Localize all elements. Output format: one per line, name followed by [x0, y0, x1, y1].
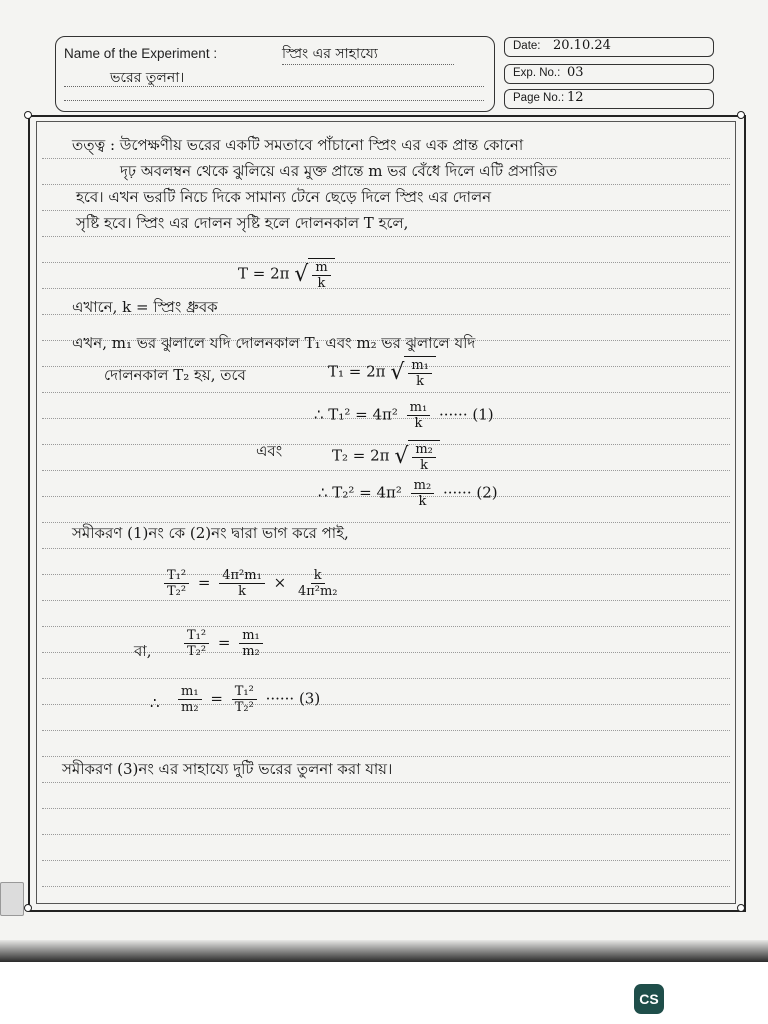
frac-numerator: m₁: [408, 358, 432, 374]
name-dotted-line-3: [64, 100, 484, 101]
frac-numerator: m₁: [178, 684, 202, 700]
name-dotted-line-1: [282, 64, 454, 65]
equation-t1-lhs: T₁ = 2π: [328, 362, 386, 381]
equation-1-lhs: ∴ T₁² = 4π²: [314, 405, 398, 424]
equation-tag: ······ (3): [265, 689, 321, 708]
binder-clip-icon: [0, 882, 24, 916]
ratio-equation-2: [180, 628, 267, 659]
frame-corner-tr: [737, 111, 745, 119]
equation-t1: [328, 356, 436, 389]
ba-word: বা,: [134, 642, 152, 660]
frac-denominator: m₂: [181, 700, 199, 715]
theory-line-4: সৃষ্টি হবে। স্প্রিং এর দোলন সৃষ্টি হলে দোলনকাল T হলে,: [76, 214, 409, 232]
equation-1: [314, 400, 494, 431]
equation-3: [174, 684, 320, 715]
ruled-line: [42, 678, 730, 679]
equation-period: [238, 258, 335, 291]
page-no-value: 12: [567, 90, 584, 105]
page-edge-shadow: [0, 940, 768, 962]
periods-line: দোলনকাল T₂ হয়, তবে: [104, 366, 246, 384]
ruled-line: [42, 704, 730, 705]
page-inner-frame: [36, 121, 736, 904]
ruled-line: [42, 730, 730, 731]
date-label: Date:: [513, 40, 541, 52]
masses-line: এখন, m₁ ভর ঝুলালে যদি দোলনকাল T₁ এবং m₂ ভর ঝুলালে যদি: [72, 334, 476, 352]
ruled-line: [42, 548, 730, 549]
frac-denominator: k: [414, 416, 423, 431]
frac-denominator: k: [416, 374, 425, 389]
exp-no-label: Exp. No.:: [513, 67, 561, 79]
sqrt-symbol: √ $\frac{m}{k}$: [294, 258, 334, 291]
experiment-name-label: Name of the Experiment :: [64, 46, 218, 61]
equation-2-lhs: ∴ T₂² = 4π²: [318, 483, 402, 502]
frac-numerator: m₂: [412, 442, 436, 458]
camscanner-logo: CS: [634, 984, 664, 1014]
ruled-line: [42, 808, 730, 809]
frame-corner-bl: [24, 904, 32, 912]
ruled-line: [42, 574, 730, 575]
where-k-line: এখানে, k = স্প্রিং ধ্রুবক: [72, 298, 218, 316]
frac-numerator: T₁²: [232, 684, 257, 700]
frac-numerator: m₁: [407, 400, 431, 416]
theory-line-1: তত্ত্ব : উপেক্ষণীয় ভরের একটি সমতাবে পাঁচানো স্প্রিং এর এক প্রান্ত কোনো: [72, 136, 524, 154]
frac-numerator: 4π²m₁: [219, 568, 265, 584]
frame-corner-tl: [24, 111, 32, 119]
equation-t2-lhs: T₂ = 2π: [332, 446, 390, 465]
equals-sign: =: [210, 689, 223, 708]
frac-denominator: T₂²: [187, 644, 207, 659]
times-sign: ×: [273, 573, 287, 592]
exp-no-value: 03: [567, 65, 584, 80]
frac-denominator: T₂²: [234, 700, 254, 715]
frac-denominator: 4π²m₂: [297, 584, 338, 599]
conclusion-line: সমীকরণ (3)নং এর সাহায্যে দুটি ভরের তুলনা করা যায়।: [62, 760, 393, 778]
frac-numerator: m₁: [239, 628, 263, 644]
ruled-line: [42, 392, 730, 393]
page-no-label: Page No.:: [513, 92, 565, 104]
frac-numerator: m: [312, 260, 330, 276]
date-value: 20.10.24: [553, 38, 611, 53]
sqrt-symbol: √ $\frac{\text{m₁}}{k}$: [390, 356, 436, 389]
ruled-line: [42, 262, 730, 263]
ruled-line: [42, 626, 730, 627]
equation-2: [318, 478, 498, 509]
ruled-line: [42, 756, 730, 757]
frac-numerator: T₁²: [164, 568, 189, 584]
ratio-equation: [160, 568, 345, 599]
frac-numerator: T₁²: [184, 628, 209, 644]
equals-sign: =: [197, 573, 211, 592]
equation-tag: ······ (2): [442, 483, 498, 502]
exp-no-box: [504, 64, 714, 84]
frac-numerator: m₂: [411, 478, 435, 494]
frac-denominator: m₂: [242, 644, 260, 659]
and-word: এবং: [256, 442, 283, 460]
ruled-line: [42, 834, 730, 835]
sqrt-symbol: √ $\frac{\text{m₂}}{k}$: [394, 440, 440, 473]
equation-period-lhs: T = 2π: [238, 264, 290, 283]
theory-line-2: দৃঢ় অবলম্বন থেকে ঝুলিয়ে এর মুক্ত প্রান্তে m ভর বেঁধে দিলে এটি প্রসারিত: [120, 162, 558, 180]
equation-tag: ······ (1): [438, 405, 494, 424]
frac-denominator: k: [420, 458, 429, 473]
divide-line: সমীকরণ (1)নং কে (2)নং দ্বারা ভাগ করে পাই,: [72, 524, 349, 542]
equals-sign: =: [217, 633, 231, 652]
frac-denominator: k: [238, 584, 246, 599]
ruled-line: [42, 860, 730, 861]
frac-denominator: T₂²: [167, 584, 187, 599]
theory-line-3: হবে। এখন ভরটি নিচে দিকে সামান্য টেনে ছেড়ে দিলে স্প্রিং এর দোলন: [76, 188, 492, 206]
experiment-name-value-line2: ভরের তুলনা।: [110, 70, 185, 86]
frac-numerator: k: [311, 568, 325, 584]
frac-denominator: k: [418, 494, 427, 509]
equation-t2: [332, 440, 440, 473]
page-no-box: [504, 89, 714, 109]
ruled-line: [42, 288, 730, 289]
experiment-name-value-line1: স্প্রিং এর সাহায্যে: [282, 46, 378, 62]
frame-corner-br: [737, 904, 745, 912]
therefore-symbol: ∴: [150, 694, 160, 712]
name-dotted-line-2: [64, 86, 484, 87]
ruled-line: [42, 886, 730, 887]
ruled-line: [42, 600, 730, 601]
date-box: [504, 37, 714, 57]
frac-denominator: k: [317, 276, 326, 291]
